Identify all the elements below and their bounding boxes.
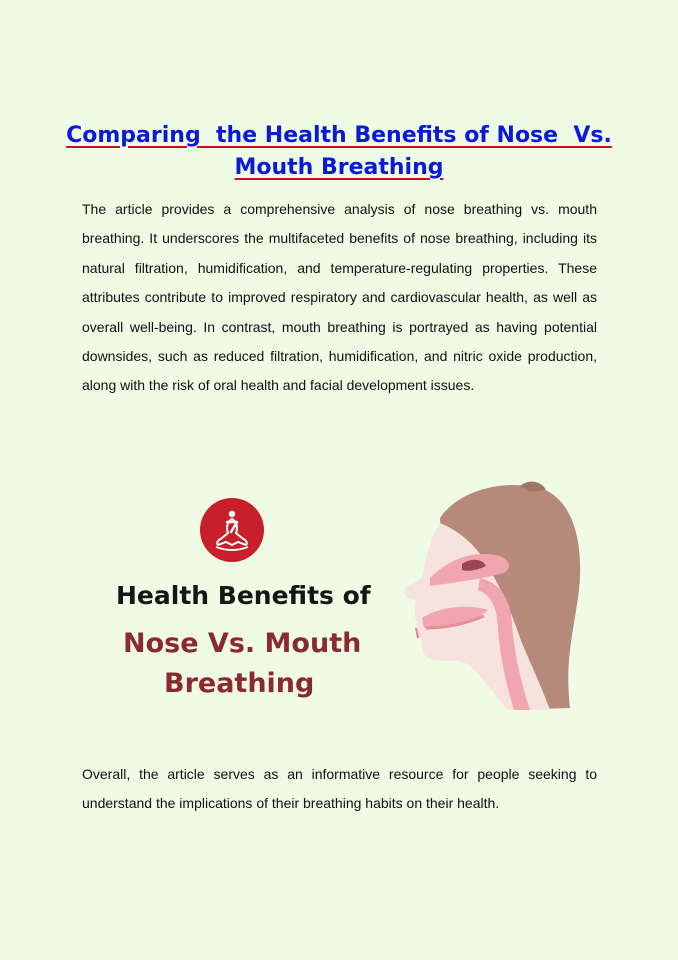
closing-paragraph: Overall, the article serves as an informative resource for people seeking to understand the implications of their breathing habits on their health.: [82, 766, 597, 812]
banner-subheading-2: Breathing: [164, 668, 315, 699]
banner-subheading: Nose Vs. Mouth: [123, 628, 362, 659]
page-title: [60, 120, 618, 184]
meditation-logo-icon: [200, 498, 264, 562]
title-line-2: Mouth Breathing: [234, 155, 444, 180]
head-airway-icon: [400, 478, 590, 718]
intro-paragraph: The article provides a comprehensive analysis of nose breathing vs. mouth breathing. It underscores the multifaceted benefits of nose breathing, including its natural filtration, humidification, and temperature-regulating properties. These attributes contribute to improved respiratory and cardiovascular health, as well as overall well-being. In contrast, mouth breathing is portrayed as having potential downsides, such as reduced filtration, humidification, and nitric oxide production, along with the risk of oral health and facial development issues.: [82, 201, 597, 394]
title-line-1: Comparing the Health Benefits of Nose Vs.: [66, 123, 612, 148]
banner-heading: Health Benefits of: [116, 581, 371, 610]
article-banner-image: [100, 478, 590, 718]
title-link[interactable]: [66, 123, 612, 180]
